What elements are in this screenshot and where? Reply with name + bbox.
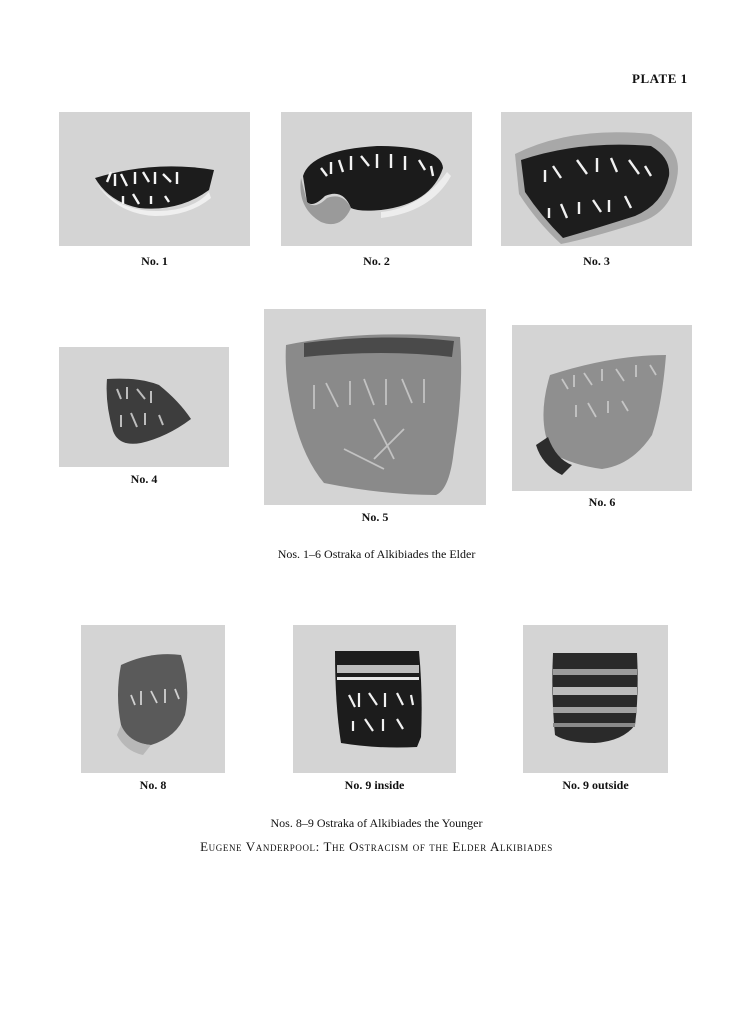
figure-caption-4: No. 4 — [130, 472, 158, 486]
figure-photo-5 — [264, 309, 486, 505]
figure-photo-6 — [512, 325, 692, 491]
dark-glazed-sherd-icon — [281, 112, 472, 246]
figure-caption-6: No. 6 — [588, 495, 616, 509]
figure-caption-1: No. 1 — [141, 254, 168, 268]
figure-caption-5: No. 5 — [361, 510, 389, 524]
group-caption-younger: Nos. 8–9 Ostraka of Alkibiades the Younger — [270, 816, 483, 830]
plate-label: PLATE 1 — [632, 71, 688, 86]
dark-glazed-sherd-icon — [501, 112, 692, 246]
plain-sherd-icon — [264, 309, 486, 505]
group-caption-elder: Nos. 1–6 Ostraka of Alkibiades the Elder — [277, 547, 476, 561]
figure-photo-9-inside — [293, 625, 456, 773]
dark-glazed-sherd-icon — [59, 112, 250, 246]
plain-sherd-icon — [59, 347, 229, 467]
figure-caption-2: No. 2 — [363, 254, 390, 268]
article-title-author: Eugene Vanderpool: The Ostracism of the Elder Alkibiades — [200, 839, 553, 854]
figure-caption-9-inside: No. 9 inside — [344, 778, 405, 792]
striped-sherd-icon — [523, 625, 668, 773]
figure-photo-1 — [59, 112, 250, 246]
dark-glazed-sherd-icon — [293, 625, 456, 773]
figure-photo-2 — [281, 112, 472, 246]
figure-photo-9-outside — [523, 625, 668, 773]
figure-photo-4 — [59, 347, 229, 467]
plain-sherd-icon — [81, 625, 225, 773]
figure-caption-3: No. 3 — [583, 254, 610, 268]
plain-sherd-icon — [512, 325, 692, 491]
figure-caption-9-outside: No. 9 outside — [562, 778, 629, 792]
figure-photo-3 — [501, 112, 692, 246]
figure-photo-8 — [81, 625, 225, 773]
figure-caption-8: No. 8 — [139, 778, 167, 792]
